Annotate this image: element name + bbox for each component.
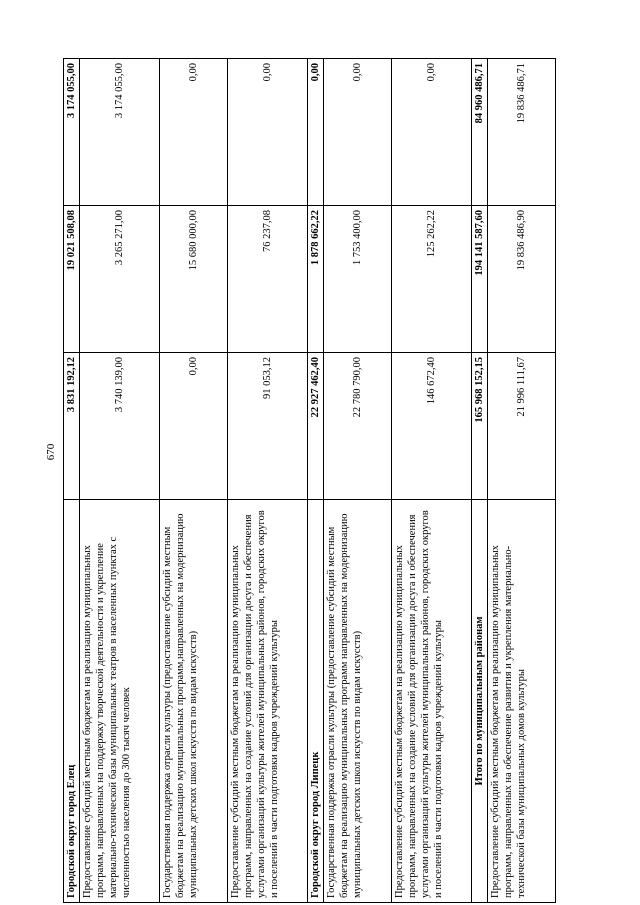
value-year-3: 0,00	[324, 59, 392, 206]
value-year-3: 84 960 486,71	[472, 59, 488, 206]
value-year-1: 3 831 192,12	[64, 353, 80, 500]
table-row	[80, 59, 160, 903]
value-year-1: 22 927 462,40	[308, 353, 324, 500]
value-year-3: 3 174 055,00	[80, 59, 160, 206]
value-year-3: 0,00	[228, 59, 308, 206]
row-description: Предоставление субсидий местным бюджетам на реализацию муниципальных программ, направленных на создание условий для организации досуга и обеспечения услугами организаций культуры жителей муниципальных районов, городских округов и поселений в части подготовки кадров учреждений культуры	[228, 500, 308, 903]
value-year-2: 125 262,22	[392, 206, 472, 353]
value-year-1: 3 740 139,00	[80, 353, 160, 500]
value-year-2: 76 237,08	[228, 206, 308, 353]
value-year-1: 0,00	[160, 353, 228, 500]
value-year-2: 19 021 508,08	[64, 206, 80, 353]
value-year-2: 15 680 000,00	[160, 206, 228, 353]
value-year-1: 21 996 111,67	[488, 353, 556, 500]
row-description: Городской округ город Елец	[64, 500, 80, 903]
row-description: Государственная поддержка отрасли культуры (предоставление субсидий местным бюджетам на реализацию муниципальных программ,направленных на модернизацию муниципальных детских школ искусств по видам искусств)	[160, 500, 228, 903]
value-year-3: 0,00	[392, 59, 472, 206]
table-container	[63, 58, 635, 903]
table-row	[324, 59, 392, 903]
table-row	[228, 59, 308, 903]
value-year-2: 3 265 271,00	[80, 206, 160, 353]
row-description: Предоставление субсидий местным бюджетам на реализацию муниципальных программ, направленных на поддержку творческой деятельности и укрепление материально-технической базы муниципальных театров в населенных пунктах с численностью населения до 300 тысяч человек	[80, 500, 160, 903]
value-year-3: 19 836 486,71	[488, 59, 556, 206]
value-year-1: 165 968 152,15	[472, 353, 488, 500]
row-description: Городской округ город Липецк	[308, 500, 324, 903]
table-row	[472, 59, 488, 903]
value-year-2: 1 878 662,22	[308, 206, 324, 353]
value-year-3: 0,00	[308, 59, 324, 206]
table-row	[392, 59, 472, 903]
row-description: Предоставление субсидий местным бюджетам на реализацию муниципальных программ, направленных на создание условий для организации досуга и обеспечения услугами организаций культуры жителей муниципальных районов, городских округов и поселений в части подготовки кадров учреждений культуры	[392, 500, 472, 903]
value-year-1: 91 053,12	[228, 353, 308, 500]
row-description: Итого по муниципальным районам	[472, 500, 488, 903]
value-year-1: 22 780 790,00	[324, 353, 392, 500]
table-row	[308, 59, 324, 903]
table-row	[488, 59, 556, 903]
value-year-2: 1 753 400,00	[324, 206, 392, 353]
table-row	[160, 59, 228, 903]
value-year-3: 3 174 055,00	[64, 59, 80, 206]
value-year-2: 194 141 587,60	[472, 206, 488, 353]
value-year-1: 146 672,40	[392, 353, 472, 500]
row-description: Государственная поддержка отрасли культуры (предоставление субсидий местным бюджетам на реализацию муниципальных программ направленных на модернизацию муниципальных детских школ искусств по видам искусств)	[324, 500, 392, 903]
row-description: Предоставление субсидий местным бюджетам на реализацию муниципальных программ, направленных на обеспечение развития и укрепления материально-технической базы муниципальных домов культуры	[488, 500, 556, 903]
value-year-3: 0,00	[160, 59, 228, 206]
budget-table	[63, 58, 556, 903]
table-row	[64, 59, 80, 903]
value-year-2: 19 836 486,90	[488, 206, 556, 353]
page-number: 670	[45, 443, 57, 461]
